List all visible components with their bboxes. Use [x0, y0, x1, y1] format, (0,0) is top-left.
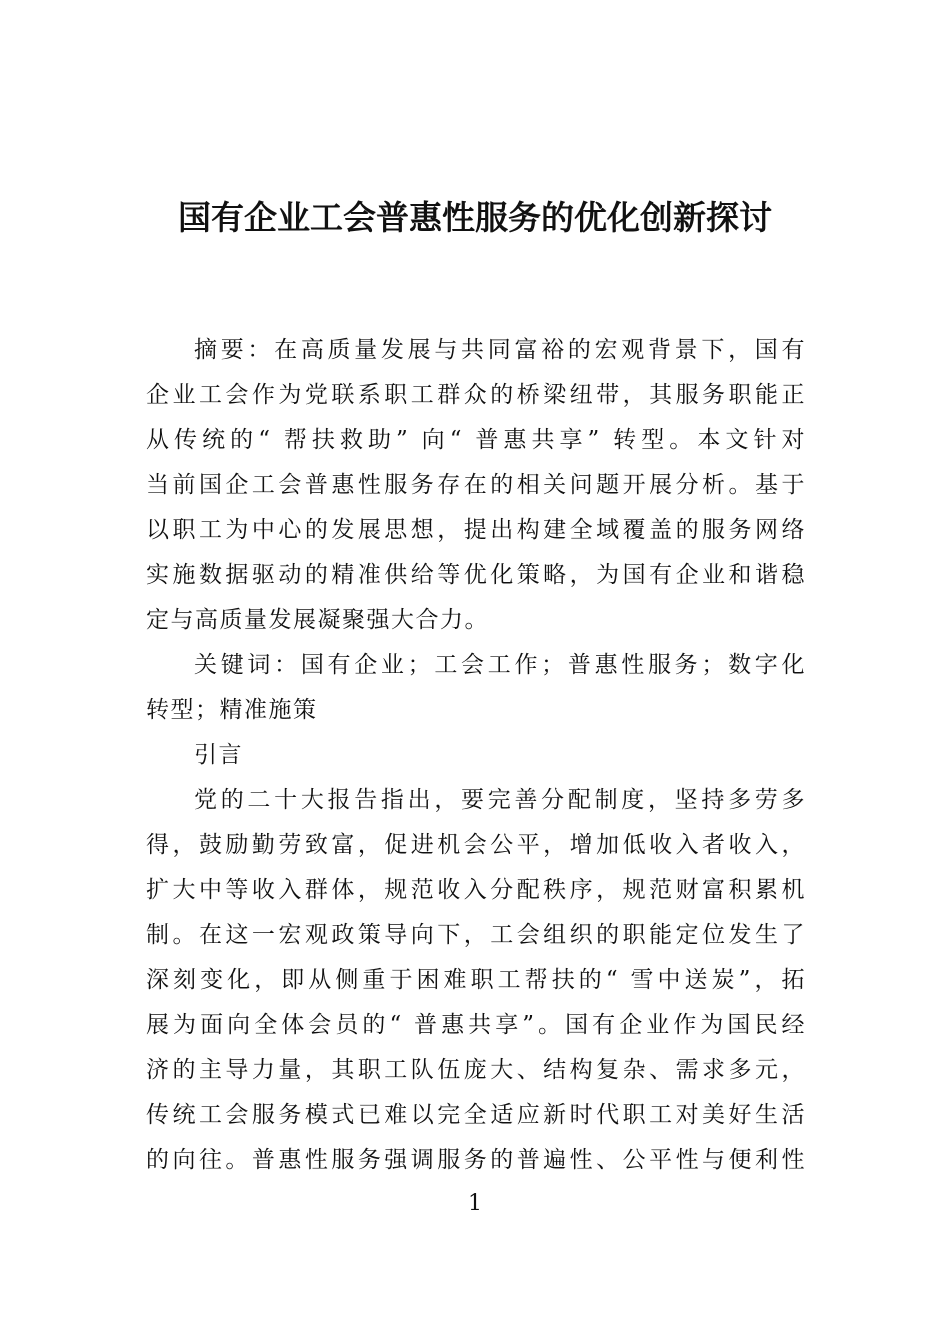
body-line: 扩大中等收入群体，规范收入分配秩序，规范财富积累机 [146, 877, 806, 903]
abstract-line: 实施数据驱动的精准供给等优化策略，为国有企业和谐稳 [146, 562, 806, 588]
body-line: 传统工会服务模式已难以完全适应新时代职工对美好生活 [146, 1102, 806, 1128]
abstract-line: 以职工为中心的发展思想，提出构建全域覆盖的服务网络 [146, 517, 806, 543]
keywords-line: 转型；精准施策 [146, 697, 318, 723]
keywords-line: 关键词：国有企业；工会工作；普惠性服务；数字化 [194, 652, 806, 678]
abstract-line: 从传统的“ 帮扶救助” 向“ 普惠共享” 转型。本文针对 [146, 427, 806, 453]
abstract-line: 当前国企工会普惠性服务存在的相关问题开展分析。基于 [146, 472, 806, 498]
section-heading: 引言 [194, 742, 243, 768]
body-line: 济的主导力量，其职工队伍庞大、结构复杂、需求多元， [146, 1057, 806, 1083]
body-line: 的向往。普惠性服务强调服务的普遍性、公平性与便利性 [146, 1147, 806, 1173]
abstract-line: 摘要：在高质量发展与共同富裕的宏观背景下，国有 [194, 337, 806, 363]
body-line: 深刻变化，即从侧重于困难职工帮扶的“ 雪中送炭”，拓 [146, 967, 806, 993]
abstract-line: 定与高质量发展凝聚强大合力。 [146, 607, 489, 633]
body-line: 得，鼓励勤劳致富，促进机会公平，增加低收入者收入， [146, 832, 806, 858]
page-number: 1 [468, 1191, 482, 1216]
body-line: 展为面向全体会员的“ 普惠共享”。国有企业作为国民经 [146, 1012, 806, 1038]
abstract-line: 企业工会作为党联系职工群众的桥梁纽带，其服务职能正 [146, 382, 806, 408]
body-line: 党的二十大报告指出，要完善分配制度，坚持多劳多 [194, 787, 806, 813]
body-line: 制。在这一宏观政策导向下，工会组织的职能定位发生了 [146, 922, 806, 948]
document-title: 国有企业工会普惠性服务的优化创新探讨 [178, 198, 772, 237]
